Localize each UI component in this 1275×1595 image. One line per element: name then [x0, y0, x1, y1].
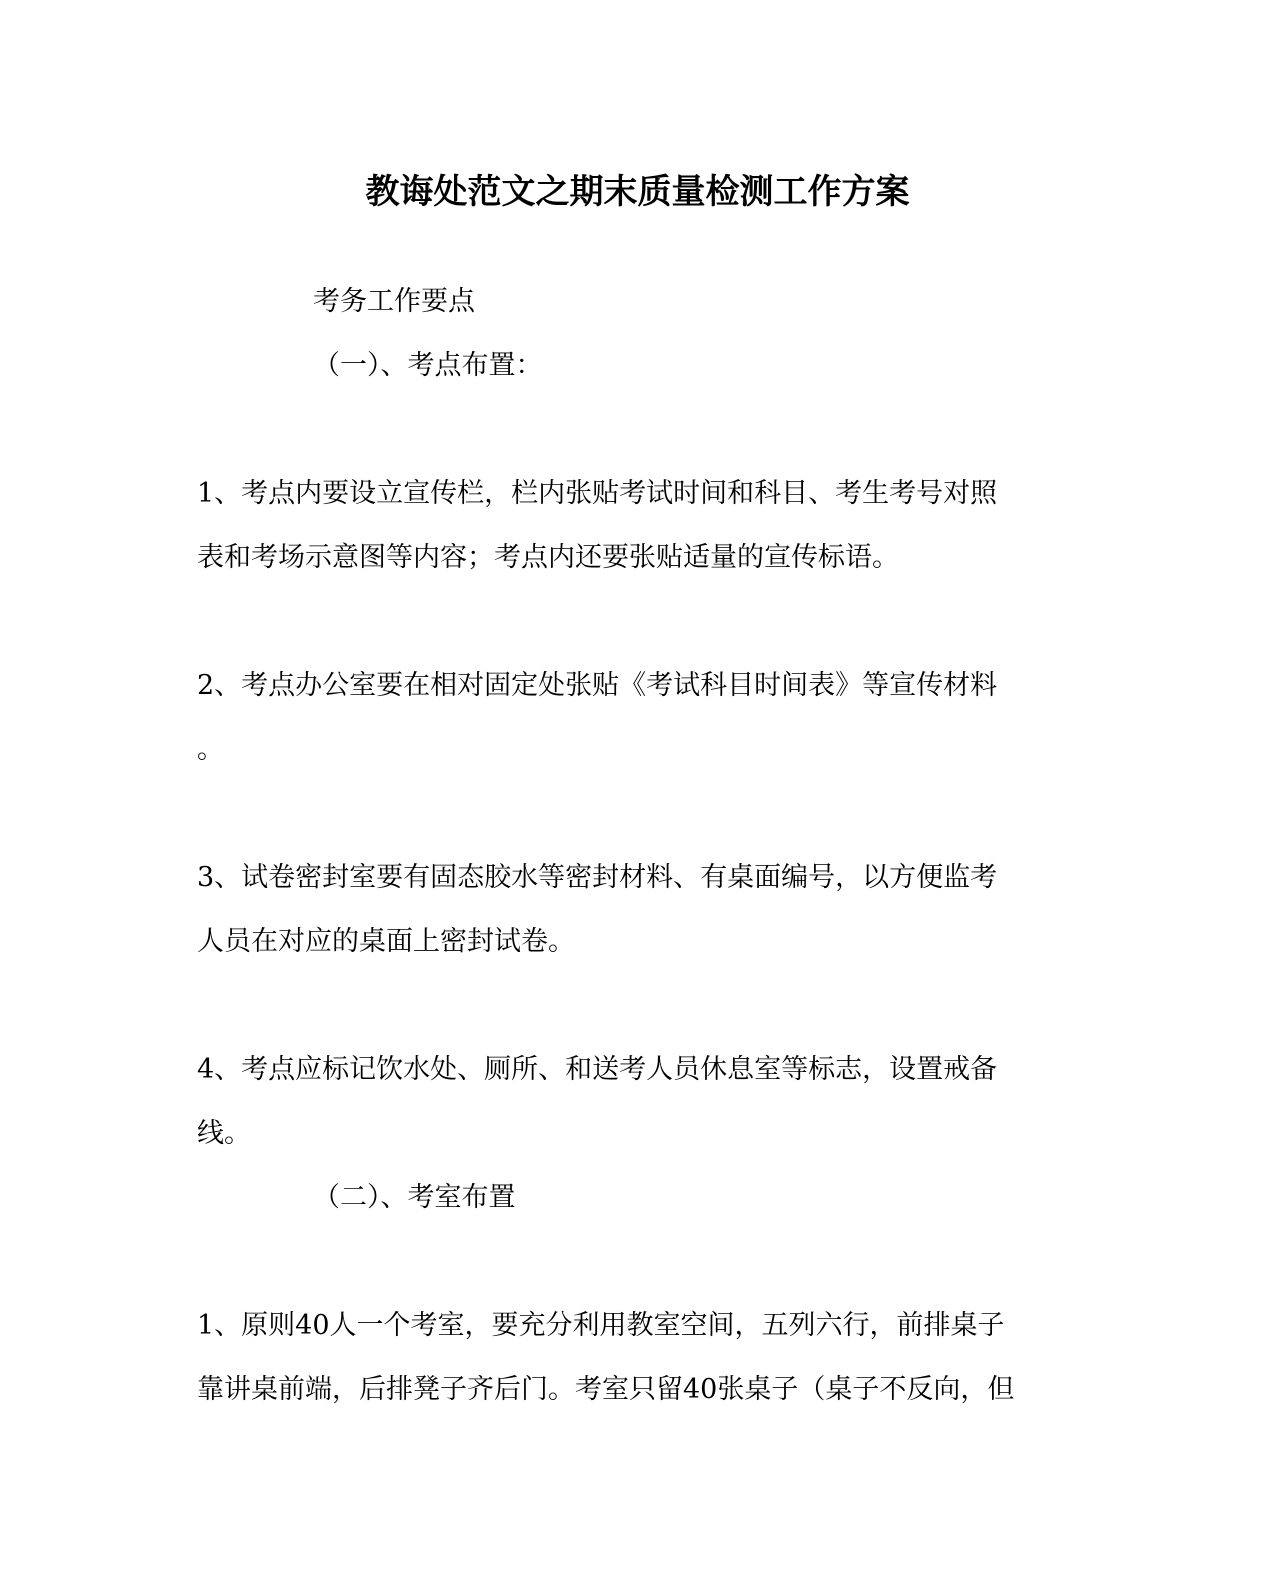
paragraph-line: 线。: [197, 1118, 251, 1149]
paragraph-line: 2、考点办公室要在相对固定处张贴《考试科目时间表》等宣传材料: [197, 670, 998, 701]
paragraph-line: 3、试卷密封室要有固态胶水等密封材料、有桌面编号，以方便监考: [197, 862, 998, 893]
paragraph-line: 靠讲桌前端，后排凳子齐后门。考室只留40张桌子（桌子不反向，但: [197, 1374, 1015, 1405]
subsection-heading-exam-room: （二）、考室布置: [313, 1182, 516, 1213]
subsection-heading-exam-site: （一）、考点布置：: [313, 350, 543, 381]
paragraph-line: 。: [197, 734, 224, 765]
document-title: 教诲处范文之期末质量检测工作方案: [365, 172, 910, 212]
paragraph-line: 人员在对应的桌面上密封试卷。: [197, 926, 575, 957]
section-heading-exam-affairs: 考务工作要点: [313, 286, 475, 317]
paragraph-line: 表和考场示意图等内容；考点内还要张贴适量的宣传标语。: [197, 542, 899, 573]
paragraph-line: 1、考点内要设立宣传栏，栏内张贴考试时间和科目、考生考号对照: [197, 478, 998, 509]
paragraph-line: 4、考点应标记饮水处、厕所、和送考人员休息室等标志，设置戒备: [197, 1054, 998, 1085]
paragraph-line: 1、原则40人一个考室，要充分利用教室空间，五列六行，前排桌子: [197, 1310, 1005, 1341]
